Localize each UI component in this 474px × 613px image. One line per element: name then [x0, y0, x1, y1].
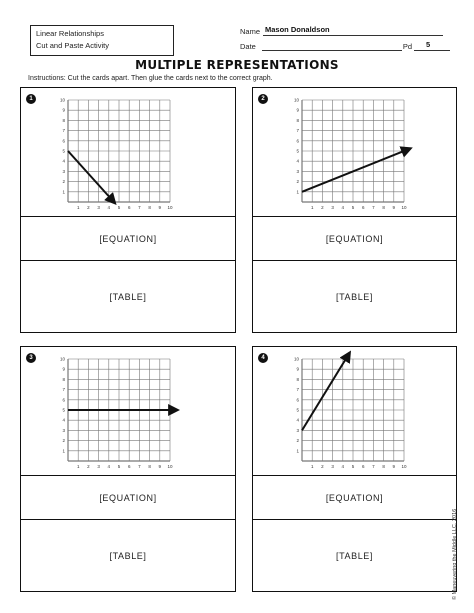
x-tick-label: 3	[331, 205, 334, 210]
card-number-badge: 1	[26, 94, 36, 104]
y-tick-label: 3	[296, 427, 299, 433]
card-3	[20, 346, 236, 592]
y-tick-label: 10	[293, 356, 299, 362]
x-tick-label: 8	[148, 464, 151, 469]
y-tick-label: 6	[62, 397, 65, 403]
table-section	[253, 519, 456, 591]
graph-line	[302, 354, 349, 431]
table-section	[21, 260, 235, 332]
y-tick-label: 5	[296, 148, 299, 154]
x-tick-label: 8	[382, 205, 385, 210]
name-field[interactable]	[263, 25, 443, 36]
y-tick-label: 8	[296, 117, 299, 123]
coordinate-graph	[21, 88, 234, 216]
card-number-badge: 3	[26, 353, 36, 363]
y-tick-label: 9	[62, 366, 65, 372]
card-2	[252, 87, 457, 333]
worksheet-title-line2: Cut and Paste Activity	[36, 41, 109, 50]
y-tick-label: 3	[62, 427, 65, 433]
x-tick-label: 10	[401, 205, 407, 210]
y-tick-label: 1	[296, 448, 299, 454]
graph-line	[302, 149, 409, 192]
y-tick-label: 6	[296, 397, 299, 403]
x-tick-label: 8	[382, 464, 385, 469]
card-number-badge: 4	[258, 353, 268, 363]
y-tick-label: 5	[62, 148, 65, 154]
table-placeholder: [TABLE]	[335, 291, 374, 302]
x-tick-label: 9	[392, 205, 396, 210]
y-tick-label: 10	[59, 356, 65, 362]
coordinate-graph	[253, 347, 455, 475]
x-tick-label: 2	[321, 464, 324, 469]
x-tick-label: 5	[351, 464, 355, 469]
name-label: Name	[240, 27, 261, 36]
date-label: Date	[240, 42, 256, 51]
equation-section	[21, 475, 235, 519]
x-tick-label: 1	[310, 464, 314, 469]
y-tick-label: 9	[296, 107, 299, 113]
date-period-row	[240, 40, 450, 51]
x-tick-label: 7	[372, 205, 375, 210]
graph-section	[253, 347, 456, 475]
x-tick-label: 7	[372, 464, 375, 469]
equation-section	[253, 475, 456, 519]
x-tick-label: 10	[167, 464, 173, 469]
x-tick-label: 6	[361, 464, 365, 469]
x-tick-label: 5	[351, 205, 355, 210]
x-tick-label: 6	[127, 464, 131, 469]
equation-placeholder: [EQUATION]	[99, 233, 157, 244]
x-tick-label: 5	[117, 464, 121, 469]
y-tick-label: 2	[62, 179, 65, 185]
table-placeholder: [TABLE]	[109, 291, 147, 302]
x-tick-label: 4	[107, 205, 111, 210]
period-label: Pd	[402, 42, 413, 51]
x-tick-label: 4	[341, 205, 345, 210]
y-tick-label: 7	[62, 128, 65, 134]
x-tick-label: 9	[392, 464, 396, 469]
y-tick-label: 2	[296, 179, 299, 185]
x-tick-label: 3	[97, 205, 100, 210]
instructions-text: Instructions: Cut the cards apart. Then glue the cards next to the correct graph.	[28, 75, 273, 82]
table-section	[21, 519, 235, 591]
x-tick-label: 3	[331, 464, 334, 469]
y-tick-label: 4	[62, 417, 65, 423]
copyright-notice: © Maneuvering the Middle LLC, 2016	[452, 508, 458, 600]
period-value: 5	[426, 40, 431, 49]
y-tick-label: 1	[62, 448, 65, 454]
card-number-badge: 2	[258, 94, 268, 104]
x-tick-label: 2	[321, 205, 324, 210]
y-tick-label: 3	[62, 168, 65, 174]
y-tick-label: 7	[296, 387, 299, 393]
y-tick-label: 1	[62, 189, 65, 195]
x-tick-label: 2	[87, 464, 90, 469]
y-tick-label: 4	[62, 158, 65, 164]
graph-section	[21, 347, 235, 475]
x-tick-label: 5	[117, 205, 121, 210]
equation-placeholder: [EQUATION]	[99, 492, 157, 503]
x-tick-label: 10	[401, 464, 407, 469]
period-field[interactable]	[414, 40, 450, 51]
equation-section	[253, 216, 456, 260]
coordinate-graph	[21, 347, 234, 475]
coordinate-graph	[253, 88, 455, 216]
y-tick-label: 9	[296, 366, 299, 372]
table-placeholder: [TABLE]	[335, 550, 374, 561]
y-tick-label: 6	[296, 138, 299, 144]
x-tick-label: 9	[158, 464, 162, 469]
x-tick-label: 4	[107, 464, 111, 469]
equation-placeholder: [EQUATION]	[325, 233, 384, 244]
y-tick-label: 10	[59, 97, 65, 103]
name-row	[240, 25, 443, 36]
y-tick-label: 9	[62, 107, 65, 113]
name-value: Mason Donaldson	[265, 25, 330, 34]
x-tick-label: 7	[138, 464, 141, 469]
y-tick-label: 7	[296, 128, 299, 134]
table-section	[253, 260, 456, 332]
worksheet-title-box	[30, 25, 174, 56]
x-tick-label: 1	[310, 205, 314, 210]
graph-section	[21, 88, 235, 216]
x-tick-label: 2	[87, 205, 90, 210]
x-tick-label: 8	[148, 205, 151, 210]
x-tick-label: 1	[76, 205, 80, 210]
y-tick-label: 8	[62, 117, 65, 123]
y-tick-label: 3	[296, 168, 299, 174]
y-tick-label: 5	[296, 407, 299, 413]
y-tick-label: 4	[296, 158, 299, 164]
card-1	[20, 87, 236, 333]
y-tick-label: 1	[296, 189, 299, 195]
page-heading: MULTIPLE REPRESENTATIONS	[135, 58, 339, 72]
y-tick-label: 2	[62, 438, 65, 444]
table-placeholder: [TABLE]	[109, 550, 147, 561]
y-tick-label: 10	[293, 97, 299, 103]
equation-placeholder: [EQUATION]	[325, 492, 384, 503]
y-tick-label: 5	[62, 407, 65, 413]
x-tick-label: 9	[158, 205, 162, 210]
x-tick-label: 6	[127, 205, 131, 210]
x-tick-label: 6	[361, 205, 365, 210]
graph-line	[68, 151, 114, 202]
card-4	[252, 346, 457, 592]
equation-section	[21, 216, 235, 260]
graph-section	[253, 88, 456, 216]
x-tick-label: 7	[138, 205, 141, 210]
worksheet-title-line1: Linear Relationships	[36, 29, 104, 38]
date-field[interactable]	[262, 40, 402, 51]
x-tick-label: 10	[167, 205, 173, 210]
x-tick-label: 4	[341, 464, 345, 469]
x-tick-label: 3	[97, 464, 100, 469]
y-tick-label: 8	[62, 376, 65, 382]
y-tick-label: 7	[62, 387, 65, 393]
y-tick-label: 4	[296, 417, 299, 423]
y-tick-label: 2	[296, 438, 299, 444]
y-tick-label: 8	[296, 376, 299, 382]
y-tick-label: 6	[62, 138, 65, 144]
x-tick-label: 1	[76, 464, 80, 469]
